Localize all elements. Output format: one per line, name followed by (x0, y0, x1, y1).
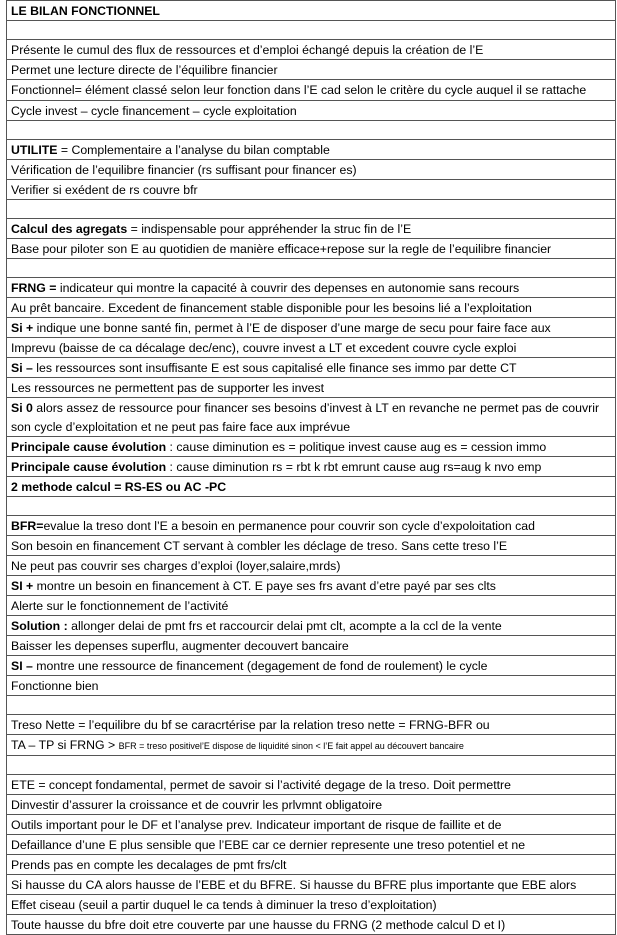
row-bold-text: Principale cause évolution (11, 460, 167, 474)
table-row (6, 875, 616, 895)
table-row (6, 60, 616, 80)
table-row (6, 477, 616, 497)
table-row (6, 616, 616, 636)
row-text: : cause diminution es = politique invest cause aug es = cession immo (166, 440, 547, 454)
table-row (6, 121, 616, 140)
row-text: les ressources sont insuffisante E est sous capitalisé elle finance ses immo par dette CT (32, 361, 517, 375)
row-bold-text: Solution : (11, 619, 68, 633)
row-bold-text: FRNG = (11, 281, 57, 295)
row-text: Au prêt bancaire. Excedent de financement stable disponible pour les besoins lié a l’exploitation (11, 301, 532, 315)
table-row (6, 180, 616, 200)
table-row (6, 457, 616, 477)
row-text: Toute hausse du bfre doit etre couverte par une hausse du FRNG (2 methode calcul D et I) (11, 918, 506, 932)
table-row (6, 735, 616, 756)
row-bold-text: Principale cause évolution (11, 440, 167, 454)
row-text: Dinvestir d’assurer la croissance et de couvrir les prlvmnt obligatoire (11, 798, 383, 812)
row-bold-text: LE BILAN FONCTIONNEL (11, 4, 160, 18)
row-text: Les ressources ne permettent pas de supporter les invest (11, 381, 325, 395)
row-text: Permet une lecture directe de l’équilibre financier (11, 63, 278, 77)
table-row (6, 298, 616, 318)
row-text: alors assez de ressource pour financer ses besoins d’invest à LT en revanche ne permet pas de couvrir son cycle d’exploitation et ne peut pas faire face aux imprévue (11, 401, 600, 434)
table-row (6, 756, 616, 775)
table-row (6, 556, 616, 576)
row-bold-text: UTILITE (11, 142, 58, 157)
row-text: TA – TP si FRNG > (11, 738, 119, 752)
table-row (6, 636, 616, 656)
row-text: Defaillance d’une E plus sensible que l’EBE car ce dernier represente une treso potentiel et ne (11, 838, 526, 852)
row-text: Cycle invest – cycle financement – cycle exploitation (11, 103, 297, 118)
row-bold-text: Si – (11, 361, 33, 375)
row-text: Si hausse du CA alors hausse de l’EBE et du BFRE. Si hausse du BFRE plus importante que EBE alors (11, 878, 577, 892)
table-row (6, 835, 616, 855)
row-bold-text: 2 methode calcul = RS-ES ou AC -PC (11, 480, 227, 494)
table-row (6, 815, 616, 835)
row-text: Son besoin en financement CT servant à combler les déclage de treso. Sans cette treso l’E (11, 539, 508, 553)
table-row (6, 596, 616, 616)
table-row (6, 21, 616, 40)
table-row (6, 0, 616, 21)
row-text: Alerte sur le fonctionnement de l’activité (11, 599, 229, 613)
row-text: montre une ressource de financement (degagement de fond de roulement) le cycle (32, 659, 488, 673)
row-text: Fonctionne bien (11, 679, 99, 693)
table-row (6, 278, 616, 298)
row-text: Baisser les depenses superflu, augmenter decouvert bancaire (11, 639, 349, 653)
table-row (6, 576, 616, 596)
row-text: Verifier si exédent de rs couvre bfr (11, 182, 198, 197)
row-bold-text: Si + (11, 321, 34, 335)
table-row (6, 358, 616, 378)
table-row (6, 915, 616, 935)
table-row (6, 536, 616, 556)
row-text: Outils important pour le DF et l’analyse prev. Indicateur important de risque de faillite et de (11, 818, 502, 832)
row-text: Fonctionnel= élément classé selon leur fonction dans l’E cad selon le critère du cycle auquel il se rattache (11, 83, 587, 97)
table-row (6, 140, 616, 160)
table-row (6, 378, 616, 398)
row-bold-text: Si 0 (11, 401, 33, 415)
table-row (6, 855, 616, 875)
row-bold-text: BFR= (11, 519, 44, 533)
row-bold-text: SI + (11, 579, 34, 593)
row-text: Treso Nette = l’equilibre du bf se caracrtérise par la relation treso nette = FRNG-BFR ou (11, 718, 490, 732)
row-text: Effet ciseau (seuil a partir duquel le ca tends à diminuer la treso d’exploitation) (11, 898, 437, 912)
row-text: allonger delai de pmt frs et raccourcir delai pmt clt, acompte a la ccl de la vente (67, 619, 502, 633)
table-row (6, 795, 616, 815)
table-row (6, 398, 616, 437)
row-bold-text: SI – (11, 659, 33, 673)
table-row (6, 40, 616, 60)
table-row (6, 656, 616, 676)
table-row (6, 160, 616, 180)
row-text: = Complementaire a l’analyse du bilan comptable (57, 142, 330, 157)
row-text: Prends pas en compte les decalages de pmt frs/clt (11, 858, 287, 872)
row-text: = indispensable pour appréhender la struc fin de l’E (127, 221, 412, 236)
table-row (6, 895, 616, 915)
row-text: indicateur qui montre la capacité à couvrir des depenses en autonomie sans recours (56, 281, 520, 295)
table-row (6, 259, 616, 278)
row-text: Présente le cumul des flux de ressources et d’emploi échangé depuis la création de l’E (11, 43, 484, 57)
table-row (6, 338, 616, 358)
row-text: Base pour piloter son E au quotidien de manière efficace+repose sur la regle de l’equilibre financier (11, 241, 552, 256)
table-row (6, 516, 616, 536)
row-bold-text: Calcul des agregats (11, 221, 128, 236)
row-text: indique une bonne santé fin, permet à l’E de disposer d’une marge de secu pour faire face aux (33, 321, 551, 335)
row-text: ETE = concept fondamental, permet de savoir si l’activité degage de la treso. Doit permettre (11, 778, 511, 792)
table-row (6, 497, 616, 516)
row-text: : cause diminution rs = rbt k rbt emrunt cause aug rs=aug k nvo emp (166, 460, 542, 474)
table-row (6, 437, 616, 457)
row-text: evalue la treso dont l’E a besoin en permanence pour couvrir son cycle d’expoloitation cad (43, 519, 535, 533)
table-row (6, 239, 616, 260)
row-text: Ne peut pas couvrir ses charges d’exploi (loyer,salaire,mrds) (11, 559, 341, 573)
table-row (6, 696, 616, 715)
table-row (6, 200, 616, 219)
table-row (6, 318, 616, 338)
row-text: Vérification de l’equilibre financier (rs suffisant pour financer es) (11, 162, 357, 177)
table-row (6, 101, 616, 121)
table-row (6, 219, 616, 239)
notes-table (6, 0, 616, 935)
table-row (6, 80, 616, 101)
row-small-text: BFR = treso positivel’E dispose de liquidité sinon < l’E fait appel au découvert bancaire (118, 741, 464, 751)
table-row (6, 775, 616, 795)
row-text: Imprevu (baisse de ca décalage dec/enc), couvre invest a LT et excedent couvre cycle exploi (11, 341, 517, 355)
table-row (6, 676, 616, 696)
row-text: montre un besoin en financement à CT. E paye ses frs avant d’etre payé par ses clts (33, 579, 496, 593)
table-row (6, 715, 616, 735)
